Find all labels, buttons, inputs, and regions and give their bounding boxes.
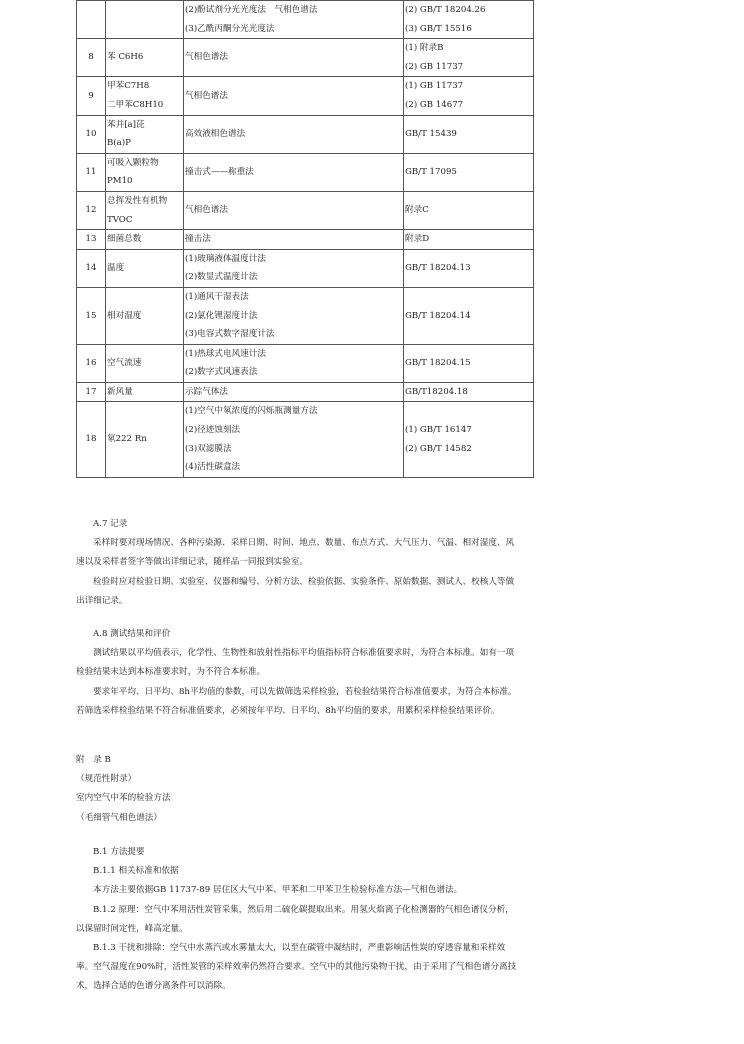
a7-para1-line1: 采样时要对现场情况、各种污染源、采样日期、时间、地点、数量、布点方式、大气压力、气温、相对湿度、风 <box>93 538 515 549</box>
method-cell <box>184 77 404 115</box>
method-line: 示踪气体法 <box>185 386 228 397</box>
standard-line: (2) GB 11737 <box>405 61 464 72</box>
item-name-cell <box>106 230 184 250</box>
b1-heading: B.1 方法提要 <box>93 847 145 857</box>
method-cell <box>184 249 404 287</box>
standard-cell <box>404 382 534 402</box>
method-line: 高效液相色谱法 <box>185 128 246 139</box>
item-name-cell <box>106 382 184 402</box>
method-cell <box>184 382 404 402</box>
item-name: 苯并[a]芘 <box>107 119 145 130</box>
row-number-cell: 11 <box>77 153 106 191</box>
item-name <box>107 10 182 29</box>
method-cell <box>184 39 404 77</box>
a8-para2-line1: 要求年平均、日平均、8h平均值的参数，可以先做筛选采样检验，若检验结果符合标准值要求，为符合本标准。 <box>93 686 517 697</box>
standard-line: (1) 附录B <box>405 43 444 54</box>
appendix-b-header <box>76 751 542 828</box>
item-name: 二甲苯C8H10 <box>107 99 164 110</box>
standard-cell <box>404 39 534 77</box>
appendix-b-name: 室内空气中苯的检验方法 <box>76 793 171 804</box>
standard-cell <box>404 287 534 344</box>
method-line: 气相色谱法 <box>185 90 228 101</box>
standard-line: (1) GB 11737 <box>405 81 464 92</box>
standard-cell <box>404 77 534 115</box>
row-number-cell: 12 <box>77 191 106 229</box>
method-cell <box>184 344 404 382</box>
section-a8 <box>76 625 542 721</box>
method-line: 撞击法 <box>185 234 211 245</box>
appendix-b-method: （毛细管气相色谱法） <box>76 812 162 823</box>
item-name-cell <box>106 402 184 477</box>
item-name: 氡222 Rn <box>107 434 147 445</box>
item-name: TVOC <box>107 214 133 225</box>
a7-heading: A.7 记录 <box>93 519 128 529</box>
item-name-cell <box>106 191 184 229</box>
row-number-cell: 9 <box>77 77 106 115</box>
row-number-cell: 8 <box>77 39 106 77</box>
method-line: (2)数显式温度计法 <box>185 272 258 283</box>
table-row <box>77 287 534 344</box>
appendix-b-subtitle: （规范性附录） <box>76 774 137 785</box>
method-line: (1)玻璃液体温度计法 <box>185 253 266 264</box>
method-cell <box>184 402 404 477</box>
item-name-cell <box>106 249 184 287</box>
b11-text: 本方法主要依据GB 11737-89 居住区大气中苯、甲苯和二甲苯卫生检验标准方法—气相色谱法。 <box>93 885 463 896</box>
table-row <box>77 191 534 229</box>
method-line: (2)酚试剂分光光度法 气相色谱法 <box>185 5 318 15</box>
item-name: 苯 C6H6 <box>107 52 144 63</box>
item-name-cell <box>106 287 184 344</box>
appendix-b-title: 附 录 B <box>76 755 111 765</box>
standard-line: (1) GB/T 16147 <box>405 425 472 436</box>
b13-line3: 术，选择合适的色谱分离条件可以消除。 <box>76 981 231 992</box>
standard-line: (3) GB/T 15516 <box>405 23 472 34</box>
method-line: (2)径迹蚀刻法 <box>185 425 241 436</box>
b12-line2: 以保留时间定性，峰高定量。 <box>76 923 188 934</box>
standard-cell <box>404 153 534 191</box>
method-cell <box>184 191 404 229</box>
row-number-cell: 14 <box>77 249 106 287</box>
row-number-cell: 15 <box>77 287 106 344</box>
item-name: 新风量 <box>107 386 133 397</box>
item-name: 细菌总数 <box>107 234 142 245</box>
item-name: 相对湿度 <box>107 310 142 321</box>
item-name-cell <box>106 344 184 382</box>
standard-line: GB/T18204.18 <box>405 386 468 397</box>
item-name: PM10 <box>107 176 133 187</box>
item-name: 空气流速 <box>107 357 142 368</box>
standard-line: 附录D <box>405 234 430 245</box>
method-line: (3)乙酰丙酮分光光度法 <box>185 23 275 34</box>
method-line: 气相色谱法 <box>185 205 228 216</box>
section-b1 <box>76 843 542 997</box>
item-name-cell <box>106 153 184 191</box>
item-name: 甲苯C7H8 <box>107 81 150 92</box>
row-number-cell: 13 <box>77 230 106 250</box>
standard-cell <box>404 249 534 287</box>
a8-para1-line2: 检验结果未达到本标准要求时，为不符合本标准。 <box>76 667 266 678</box>
table-row <box>77 344 534 382</box>
method-line: 气相色谱法 <box>185 52 228 63</box>
standard-line: GB/T 18204.15 <box>405 357 471 368</box>
standard-cell <box>404 344 534 382</box>
method-cell <box>184 115 404 153</box>
table-row <box>77 153 534 191</box>
standard-cell <box>404 191 534 229</box>
table-row <box>77 249 534 287</box>
standard-line: (2) GB/T 14582 <box>405 443 472 454</box>
item-name: 温度 <box>107 263 125 274</box>
test-methods-table <box>76 0 530 478</box>
table-row <box>77 115 534 153</box>
method-line: (2)数字式风速表法 <box>185 367 258 378</box>
method-line: (3)双滤膜法 <box>185 443 232 454</box>
standard-line: GB/T 18204.14 <box>405 310 471 321</box>
b11-heading: B.1.1 相关标准和依据 <box>93 866 179 877</box>
item-name-cell <box>106 1 184 39</box>
b13-line1: B.1.3 干扰和排除：空气中水蒸汽或水雾量太大，以至在碳管中凝结时，严重影响活性炭的穿透容量和采样效 <box>93 943 506 954</box>
method-line: (4)活性碳盒法 <box>185 462 241 473</box>
table-row <box>77 39 534 77</box>
b13-line2: 率。空气湿度在90%时，活性炭管的采样效率仍然符合要求。空气中的其他污染物干扰，由于采用了气相色谱分离技 <box>76 962 517 973</box>
standard-line: GB/T 15439 <box>405 128 457 139</box>
section-a7 <box>76 515 542 611</box>
standard-line: (2) GB 14677 <box>405 99 464 110</box>
row-number-cell <box>77 1 106 39</box>
standard-line: (2) GB/T 18204.26 <box>405 5 486 15</box>
b12-line1: B.1.2 原理：空气中苯用活性炭管采集，然后用二硫化碳提取出来。用氢火焰离子化检测器的气相色谱仪分析， <box>93 904 514 915</box>
method-line: (2)氯化锂湿度计法 <box>185 310 258 321</box>
method-line: (1)热球式电风速计法 <box>185 348 266 359</box>
method-cell <box>184 1 404 39</box>
a7-para2-line1: 检验时应对检验日期、实验室、仪器和编号、分析方法、检验依据、实验条件、原始数据、测试人、校核人等做 <box>93 576 515 587</box>
standard-line: GB/T 17095 <box>405 167 457 178</box>
a7-para2-line2: 出详细记录。 <box>76 595 128 606</box>
method-cell <box>184 287 404 344</box>
method-cell <box>184 153 404 191</box>
row-number-cell: 17 <box>77 382 106 402</box>
a8-para2-line2: 若筛选采样检验结果不符合标准值要求，必须按年平均、日平均、8h平均值的要求，用累积采样检验结果评价。 <box>76 705 500 716</box>
standard-cell <box>404 402 534 477</box>
item-name-cell <box>106 77 184 115</box>
row-number-cell: 10 <box>77 115 106 153</box>
method-line: (3)电容式数字湿度计法 <box>185 329 275 340</box>
standard-cell <box>404 230 534 250</box>
item-name: 总挥发性有机物 <box>107 195 168 206</box>
item-name-cell <box>106 115 184 153</box>
row-number-cell: 16 <box>77 344 106 382</box>
table-row <box>77 1 534 39</box>
table-row <box>77 230 534 250</box>
a7-para1-line2: 速以及采样者签字等做出详细记录，随样品一同报到实验室。 <box>76 557 309 568</box>
table-row <box>77 382 534 402</box>
standard-cell <box>404 115 534 153</box>
row-number-cell: 18 <box>77 402 106 477</box>
item-name-cell <box>106 39 184 77</box>
standard-line: 附录C <box>405 205 429 216</box>
a8-heading: A.8 测试结果和评价 <box>93 629 171 639</box>
item-name: B(a)P <box>107 138 131 149</box>
item-name: 可吸入颗粒物 <box>107 157 159 168</box>
method-cell <box>184 230 404 250</box>
method-line: (1)通风干湿表法 <box>185 291 249 302</box>
standard-cell <box>404 1 534 39</box>
table-row <box>77 402 534 477</box>
standard-line: GB/T 18204.13 <box>405 263 471 274</box>
table-row <box>77 77 534 115</box>
method-line: (1)空气中氡浓度的闪烁瓶测量方法 <box>185 406 318 417</box>
method-line: 撞击式——称重法 <box>185 167 254 178</box>
a8-para1-line1: 测试结果以平均值表示，化学性、生物性和放射性指标平均值指标符合标准值要求时，为符合本标准。如有一项 <box>93 648 515 659</box>
